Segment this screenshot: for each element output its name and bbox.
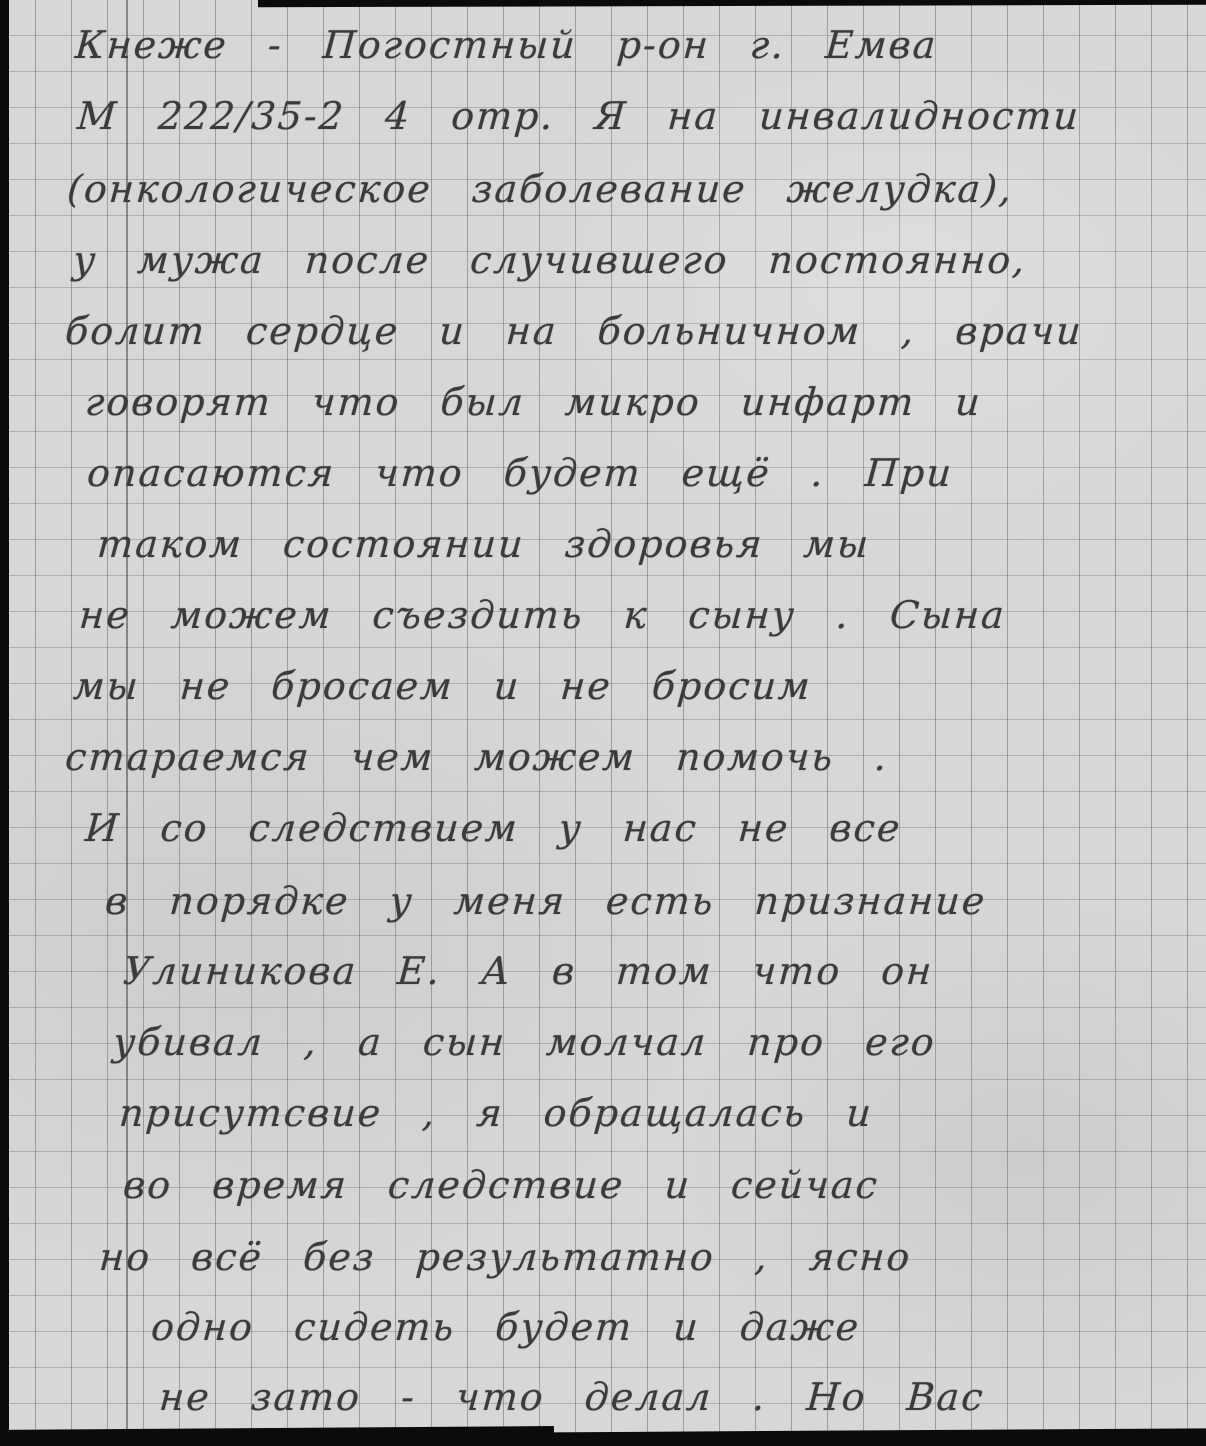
letter-line: убивал , а сын молчал про его: [111, 1020, 938, 1064]
letter-line: М 222/35-2 4 отр. Я на инвалидности: [75, 94, 1082, 138]
letter-line: И со следствием у нас не все: [83, 806, 904, 850]
letter-line: (онкологическое заболевание желудка),: [65, 167, 1015, 211]
letter-line: не зато - что делал . Но Вас: [157, 1375, 987, 1419]
letter-line: опасаются что будет ещё . При: [85, 451, 955, 495]
letter-line: во время следствие и сейчас: [121, 1163, 881, 1207]
letter-line: болит сердце и на больничном , врачи: [63, 309, 1085, 353]
letter-line: в порядке у меня есть признание: [103, 879, 988, 923]
letter-line: Кнеже - Погостный р-он г. Емва: [73, 23, 939, 67]
letter-line: мы не бросаем и не бросим: [71, 664, 814, 708]
letter-line: присутсвие , я обращалась и: [117, 1091, 875, 1135]
letter-line: стараемся чем можем помочь .: [63, 735, 890, 779]
letter-line: но всё без результатно , ясно: [97, 1235, 913, 1279]
letter-line: Улиникова Е. А в том что он: [121, 949, 935, 993]
letter-line: не можем съездить к сыну . Сына: [77, 593, 1008, 637]
letter-line: у мужа после случившего постоянно,: [71, 238, 1028, 282]
scan-edge-left: [0, 0, 9, 1446]
letter-line: таком состоянии здоровья мы: [95, 522, 872, 566]
letter-line: одно сидеть будет и даже: [149, 1305, 862, 1349]
letter-line: говорят что был микро инфарт и: [83, 380, 984, 424]
